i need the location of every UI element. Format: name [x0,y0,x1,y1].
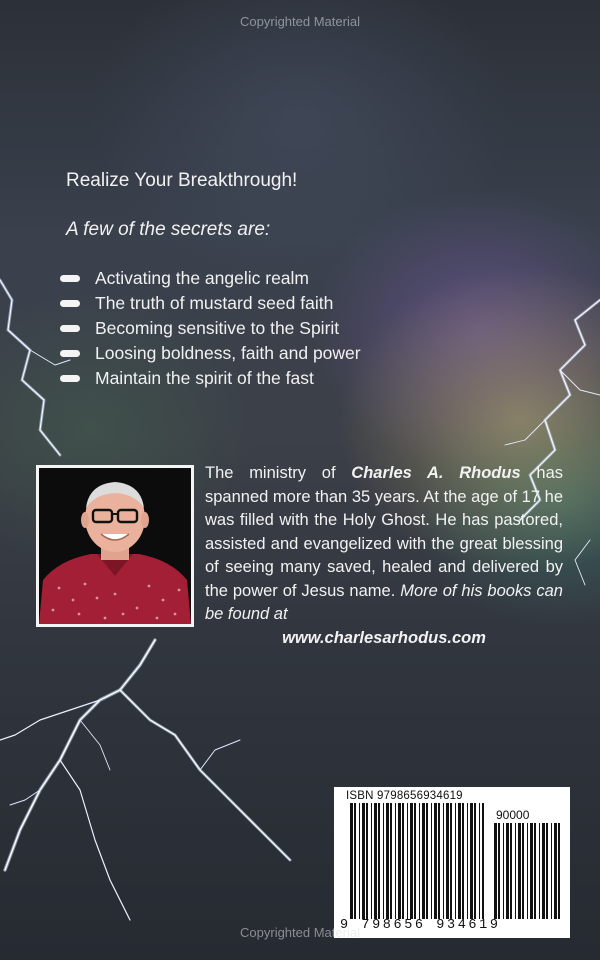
bullet-dash-icon [60,300,80,307]
headline: Realize Your Breakthrough! [66,170,298,191]
bullet-dash-icon [60,375,80,382]
website-link[interactable]: www.charlesarhodus.com [282,628,486,647]
copyright-watermark-bottom: Copyrighted Material [240,925,360,940]
author-bio: The ministry of Charles A. Rhodus has spanned more than 35 years. At the age of 17 he was filled with the Holy Ghost. He has pastored, assisted and evangelized with the great blessing of seeing many saved, healed and delivered by the power of Jesus name. More of his books can be found at www.charlesarhodus.com [205,462,563,650]
secrets-list [60,266,361,391]
subheadline: A few of the secrets are: [66,219,271,240]
list-item: Maintain the spirit of the fast [60,366,361,391]
author-portrait-image [39,468,191,624]
isbn-barcode [334,787,570,938]
list-item: Activating the angelic realm [60,266,361,291]
price-code: 90000 [496,808,530,822]
author-photo [36,465,194,627]
list-item: The truth of mustard seed faith [60,291,361,316]
author-name: Charles A. Rhodus [351,464,521,482]
copyright-watermark-top: Copyrighted Material [240,14,360,29]
bullet-dash-icon [60,350,80,357]
list-item: Loosing boldness, faith and power [60,341,361,366]
bullet-dash-icon [60,325,80,332]
ean-digits: 9 798656 934619 [340,918,501,933]
isbn-label: ISBN 9798656934619 [346,790,463,802]
barcode-icon [334,787,570,938]
list-item: Becoming sensitive to the Spirit [60,316,361,341]
bullet-dash-icon [60,275,80,282]
more-books-text: More of his books can be found at [205,581,563,623]
